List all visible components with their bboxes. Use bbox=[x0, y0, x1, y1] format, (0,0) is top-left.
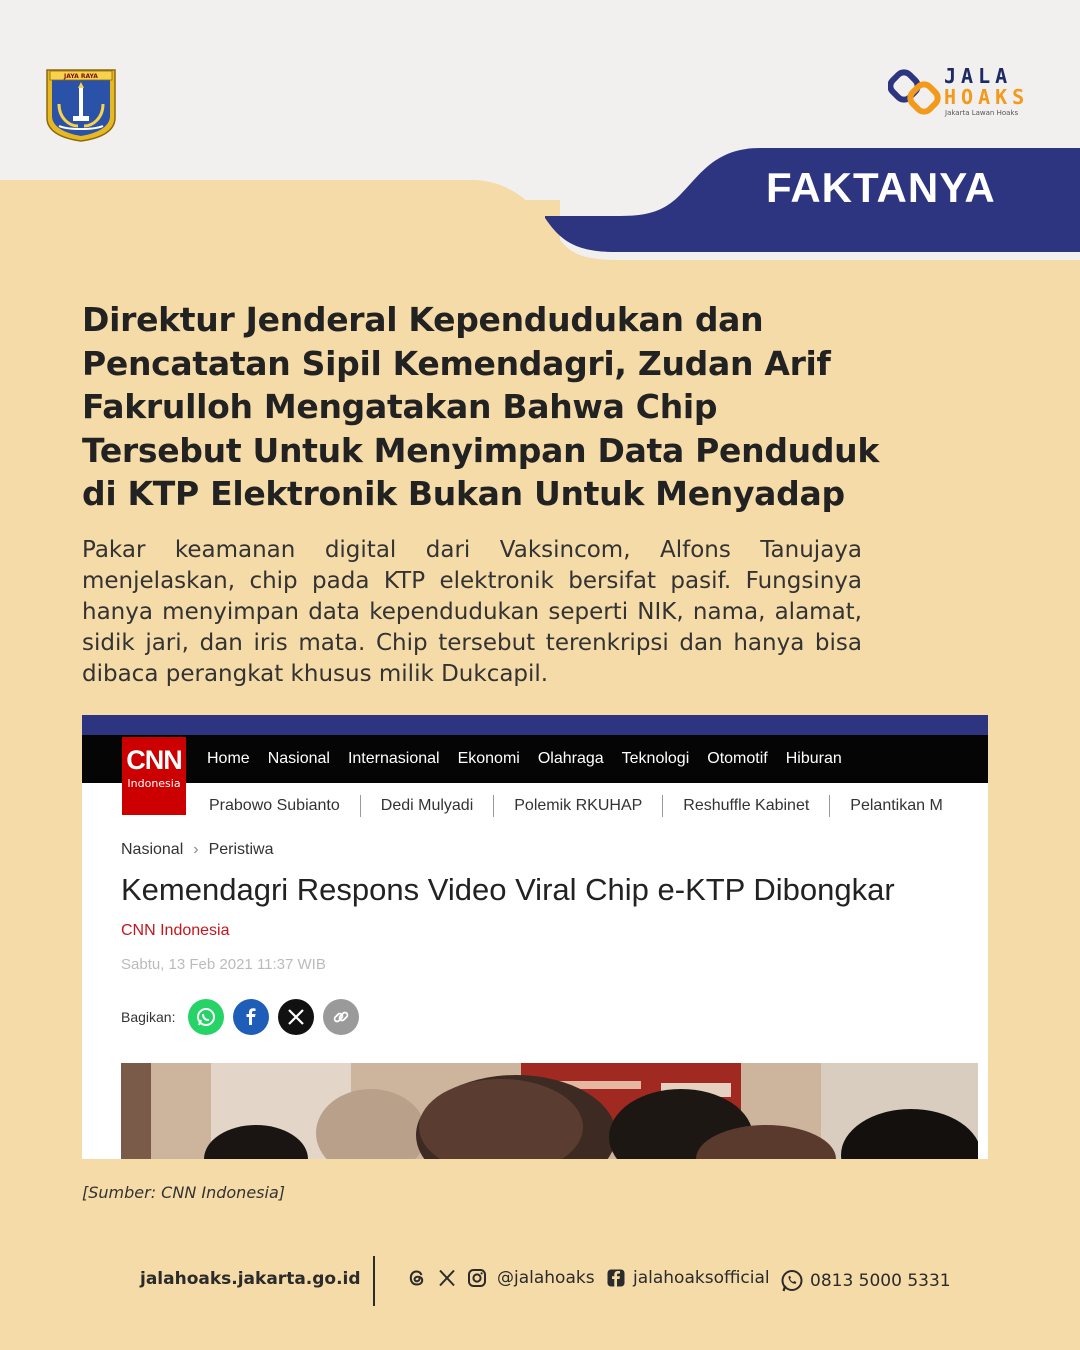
hoaks-word: HOAKS bbox=[944, 85, 1030, 109]
nav-item-nasional[interactable]: Nasional bbox=[267, 750, 330, 767]
tag-item[interactable]: Dedi Mulyadi bbox=[380, 797, 474, 814]
cnn-logo[interactable] bbox=[122, 737, 186, 815]
breadcrumb bbox=[121, 841, 274, 859]
footer bbox=[0, 1256, 1080, 1306]
jala-tagline: Jakarta Lawan Hoaks bbox=[945, 109, 1019, 117]
breadcrumb-item[interactable]: Peristiwa bbox=[208, 841, 274, 858]
source-caption: [Sumber: CNN Indonesia] bbox=[82, 1183, 285, 1202]
tag-divider bbox=[360, 795, 361, 817]
x-icon[interactable] bbox=[437, 1268, 457, 1288]
nav-item-teknologi[interactable]: Teknologi bbox=[621, 750, 690, 767]
faktanya-label: FAKTANYA bbox=[766, 164, 996, 211]
article-source[interactable]: CNN Indonesia bbox=[121, 922, 230, 939]
article-title: Kemendagri Respons Video Viral Chip e-KTP Dibongkar bbox=[121, 872, 895, 907]
whatsapp-icon[interactable] bbox=[779, 1268, 805, 1294]
footer-facebook-group bbox=[606, 1268, 770, 1288]
article-screenshot bbox=[82, 715, 988, 1159]
jala-hoaks-logo bbox=[888, 66, 1038, 120]
link-icon[interactable] bbox=[323, 999, 359, 1035]
tag-divider bbox=[829, 795, 830, 817]
nav-item-olahraga[interactable]: Olahraga bbox=[537, 750, 604, 767]
x-icon[interactable] bbox=[278, 999, 314, 1035]
crest-text: JAYA RAYA bbox=[64, 73, 98, 80]
facebook-icon[interactable] bbox=[606, 1268, 626, 1288]
article-photo bbox=[121, 1063, 978, 1159]
nav-item-otomotif[interactable]: Otomotif bbox=[707, 750, 768, 767]
chevron-right-icon: › bbox=[193, 841, 199, 858]
footer-social-group bbox=[407, 1268, 595, 1288]
footer-handle[interactable]: @jalahoaks bbox=[497, 1268, 595, 1288]
breadcrumb-item[interactable]: Nasional bbox=[121, 841, 184, 858]
instagram-icon[interactable] bbox=[467, 1268, 487, 1288]
tag-item[interactable]: Pelantikan M bbox=[850, 797, 943, 814]
footer-phone-group bbox=[779, 1268, 951, 1294]
trending-tags bbox=[209, 795, 943, 817]
headline: Direktur Jenderal Kependudukan dan Pencatatan Sipil Kemendagri, Zudan Arif Fakrulloh Mengatakan Bahwa Chip Tersebut Untuk Menyimpan Data Penduduk di KTP Elektronik Bukan Untuk Menyadap bbox=[82, 300, 880, 513]
screenshot-top-bar bbox=[82, 715, 988, 735]
header-band bbox=[0, 0, 1080, 260]
tag-item[interactable]: Polemik RKUHAP bbox=[514, 797, 643, 814]
nav-item-hiburan[interactable]: Hiburan bbox=[785, 750, 842, 767]
cnn-nav-bar bbox=[82, 735, 988, 783]
threads-icon[interactable] bbox=[407, 1268, 427, 1288]
nav-item-ekonomi[interactable]: Ekonomi bbox=[457, 750, 520, 767]
body-paragraph: Pakar keamanan digital dari Vaksincom, Alfons Tanujaya menjelaskan, chip pada KTP elektronik bersifat pasif. Fungsinya hanya menyimpan data kependudukan seperti NIK, nama, alamat, sidik jari, dan iris mata. Chip tersebut terenkripsi dan hanya bisa dibaca perangkat khusus milik Dukcapil. bbox=[82, 537, 862, 687]
nav-item-internasional[interactable]: Internasional bbox=[347, 750, 440, 767]
chain-link-icon bbox=[888, 68, 942, 118]
tag-divider bbox=[493, 795, 494, 817]
cnn-logo-text: CNN bbox=[126, 745, 182, 775]
footer-phone[interactable]: 0813 5000 5331 bbox=[810, 1271, 951, 1291]
nav-item-home[interactable]: Home bbox=[207, 750, 250, 767]
tag-divider bbox=[662, 795, 663, 817]
share-bar bbox=[121, 999, 368, 1035]
jakarta-crest-logo bbox=[45, 68, 117, 142]
tag-item[interactable]: Reshuffle Kabinet bbox=[683, 797, 810, 814]
footer-facebook[interactable]: jalahoaksofficial bbox=[633, 1268, 770, 1288]
facebook-icon[interactable] bbox=[233, 999, 269, 1035]
tag-item[interactable]: Prabowo Subianto bbox=[209, 797, 340, 814]
article-date: Sabtu, 13 Feb 2021 11:37 WIB bbox=[121, 956, 326, 973]
jala-word: JALA bbox=[944, 64, 1013, 88]
footer-divider bbox=[373, 1256, 375, 1306]
cnn-logo-subtext: Indonesia bbox=[127, 777, 181, 790]
footer-website[interactable]: jalahoaks.jakarta.go.id bbox=[140, 1269, 361, 1289]
cnn-nav-items bbox=[207, 735, 842, 783]
share-label: Bagikan: bbox=[121, 1009, 176, 1025]
whatsapp-icon[interactable] bbox=[188, 999, 224, 1035]
